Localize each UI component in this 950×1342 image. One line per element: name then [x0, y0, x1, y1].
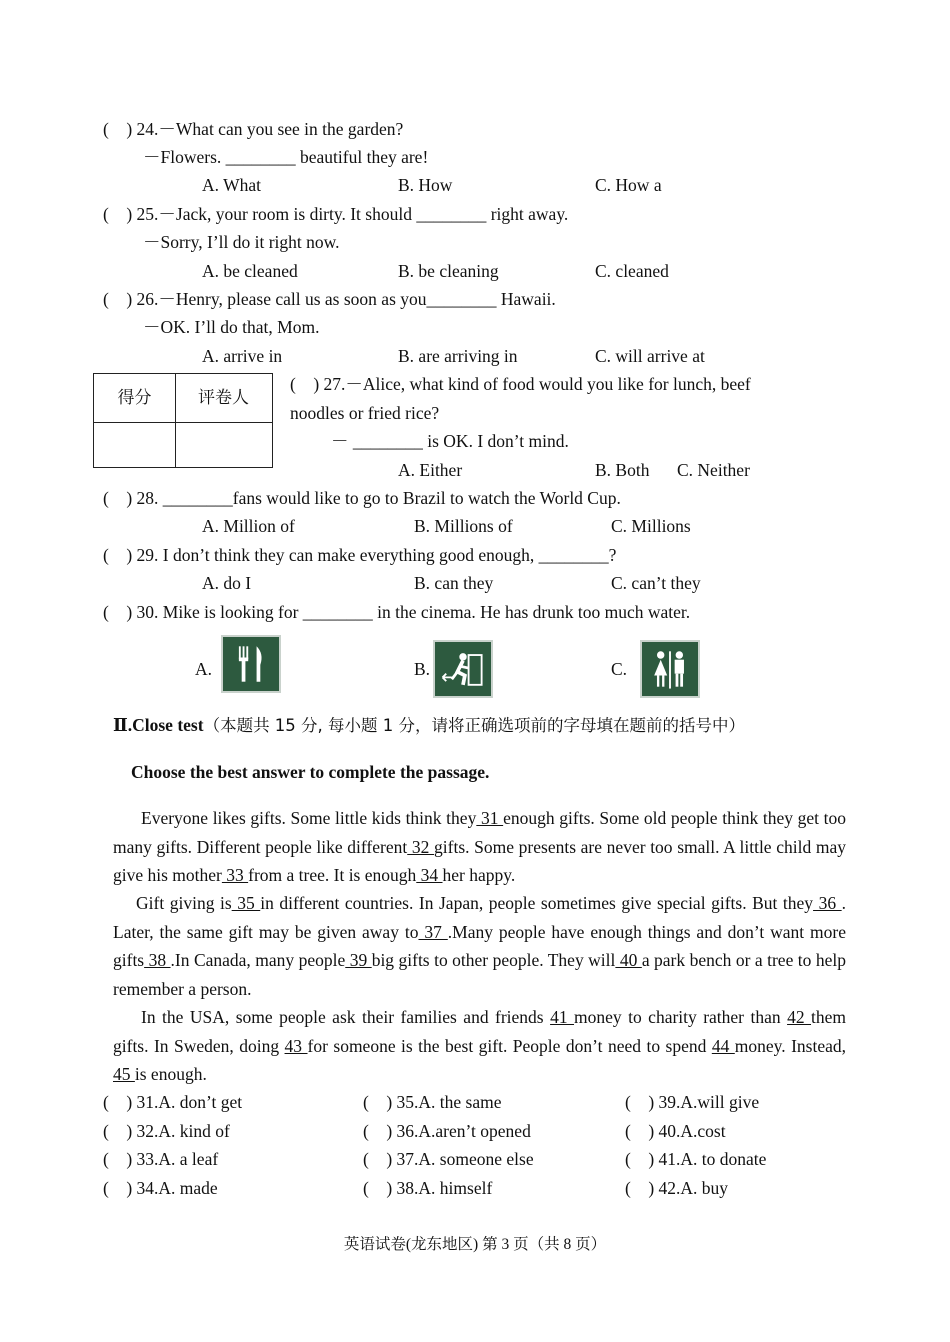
option-39: ( ) 39.A.will give [625, 1092, 760, 1112]
restaurant-sign-icon [221, 635, 281, 693]
blank-31: 31 [476, 808, 504, 828]
passage-text: her happy. [442, 865, 516, 885]
option-42: ( ) 42.A. buy [625, 1178, 729, 1198]
passage-text: money. Instead, [734, 1035, 847, 1056]
section-title: Ⅱ.Close test [113, 715, 204, 735]
passage-text: is enough. [134, 1064, 207, 1084]
score-box-divider [94, 422, 272, 423]
q26-stem: ( ) 26.－Henry, please call us as soon as you________ Hawaii. [103, 289, 556, 309]
option-36: ( ) 36.A.aren’t opened [363, 1121, 531, 1141]
q27-reply: － ________ is OK. I don’t mind. [331, 431, 569, 451]
q24-option-a: A. What [202, 175, 261, 195]
q26-reply: －OK. I’ll do that, Mom. [143, 317, 320, 337]
q25-stem: ( ) 25.－Jack, your room is dirty. It should ________ right away. [103, 204, 569, 224]
blank-40: 40 [615, 950, 642, 970]
q26-option-c: C. will arrive at [595, 346, 705, 366]
blank-45: 45 [113, 1064, 135, 1084]
q27-option-c: C. Neither [677, 460, 750, 480]
q30-stem: ( ) 30. Mike is looking for ________ in the cinema. He has drunk too much water. [103, 602, 691, 622]
q29-option-b: B. can they [414, 573, 494, 593]
section-heading [113, 714, 745, 737]
passage-text: money to charity rather than [574, 1007, 788, 1027]
passage-text: . Later, the same gift may be given away to [113, 893, 847, 942]
q26-option-b: B. are arriving in [398, 346, 518, 366]
passage-text: .In Canada, many people [170, 950, 346, 970]
q24-stem: ( ) 24.－What can you see in the garden? [103, 119, 404, 139]
blank-34: 34 [416, 865, 443, 885]
blank-35: 35 [231, 893, 261, 913]
q24-reply: －Flowers. ________ beautiful they are! [143, 147, 429, 167]
blank-37: 37 [418, 921, 448, 942]
q28-option-b: B. Millions of [414, 516, 513, 536]
restroom-sign-icon [640, 640, 700, 698]
option-37: ( ) 37.A. someone else [363, 1149, 534, 1169]
q25-option-b: B. be cleaning [398, 261, 499, 281]
option-40: ( ) 40.A.cost [625, 1121, 726, 1141]
option-35: ( ) 35.A. the same [363, 1092, 502, 1112]
passage-paragraph-3 [113, 1003, 846, 1089]
passage-text: big gifts to other people. They will [371, 950, 616, 970]
option-38: ( ) 38.A. himself [363, 1178, 493, 1198]
q27-option-b: B. Both [595, 460, 650, 480]
option-31: ( ) 31.A. don’t get [103, 1092, 243, 1112]
passage-paragraph-2 [113, 889, 846, 1003]
passage-text: Gift giving is [136, 893, 232, 913]
option-41: ( ) 41.A. to donate [625, 1149, 767, 1169]
q25-option-c: C. cleaned [595, 261, 669, 281]
q29-stem: ( ) 29. I don’t think they can make everything good enough, ________? [103, 545, 617, 565]
q27-option-a: A. Either [398, 460, 463, 480]
blank-42: 42 [787, 1007, 812, 1027]
blank-44: 44 [711, 1035, 735, 1056]
q27-stem: ( ) 27.－Alice, what kind of food would you like for lunch, beef [290, 374, 751, 394]
passage-text: Everyone likes gifts. Some little kids think they [141, 808, 477, 828]
blank-43: 43 [284, 1035, 308, 1056]
q27-stem-cont: noodles or fried rice? [290, 403, 440, 423]
option-32: ( ) 32.A. kind of [103, 1121, 230, 1141]
score-label: 得分 [94, 374, 176, 467]
q26-option-a: A. arrive in [202, 346, 283, 366]
blank-36: 36 [813, 893, 842, 913]
blank-33: 33 [221, 865, 249, 885]
passage-text: gifts. Some presents are never too small. A little child may give his mother [113, 836, 846, 885]
passage-text: a park bench or a tree to help remember a person. [113, 950, 846, 999]
q24-option-c: C. How a [595, 175, 662, 195]
q24-option-b: B. How [398, 175, 453, 195]
passage-text: in different countries. In Japan, people sometimes give special gifts. But they [260, 893, 814, 913]
page-footer: 英语试卷(龙东地区) 第 3 页（共 8 页） [343, 1236, 607, 1253]
passage-text: from a tree. It is enough [248, 865, 417, 885]
option-33: ( ) 33.A. a leaf [103, 1149, 219, 1169]
q30-option-b: B. [414, 659, 431, 679]
passage-text: for someone is the best gift. People don’t need to spend [307, 1035, 712, 1056]
score-box [93, 373, 273, 468]
q28-option-c: C. Millions [611, 516, 691, 536]
q29-option-c: C. can’t they [611, 573, 701, 593]
option-34: ( ) 34.A. made [103, 1178, 218, 1198]
q25-option-a: A. be cleaned [202, 261, 298, 281]
q29-option-a: A. do I [202, 573, 252, 593]
section-note: （本题共 15 分, 每小题 1 分，请将正确选项前的字母填在题前的括号中） [203, 716, 746, 735]
blank-38: 38 [144, 950, 171, 970]
q25-reply: －Sorry, I’ll do it right now. [143, 232, 340, 252]
emergency-exit-sign-icon [433, 640, 493, 698]
grader-label: 评卷人 [198, 388, 249, 408]
passage-text: enough gifts. Some old people think they get too many gifts. Different people like different [113, 808, 846, 857]
passage-text: In the USA, some people ask their families and friends [141, 1007, 551, 1027]
q28-stem: ( ) 28. ________fans would like to go to Brazil to watch the World Cup. [103, 488, 621, 508]
blank-41: 41 [550, 1007, 575, 1027]
passage-paragraph-1 [113, 804, 846, 890]
q30-option-c: C. [611, 659, 628, 679]
section-instruction: Choose the best answer to complete the passage. [131, 762, 490, 782]
passage-text: .Many people have enough things and don’t want more gifts [113, 921, 846, 970]
q28-option-a: A. Million of [202, 516, 295, 536]
blank-32: 32 [407, 836, 435, 857]
q30-option-a: A. [195, 659, 213, 679]
passage-text: them gifts. In Sweden, doing [113, 1007, 847, 1056]
blank-39: 39 [345, 950, 372, 970]
